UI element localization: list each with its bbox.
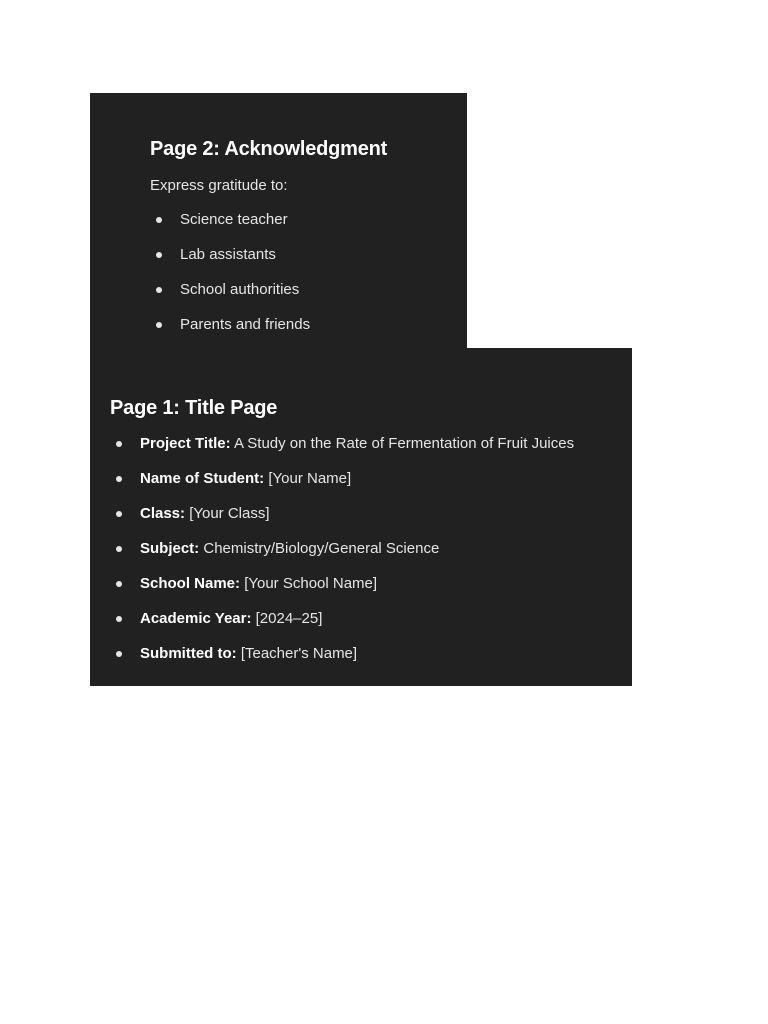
field-value: Chemistry/Biology/General Science xyxy=(203,540,440,557)
field-label: Academic Year: xyxy=(140,610,252,627)
list-item-text: Parents and friends xyxy=(180,316,311,333)
bullet-icon xyxy=(116,581,122,587)
acknowledgment-heading: Page 2: Acknowledgment xyxy=(150,138,388,160)
field-label: Subject: xyxy=(140,540,200,557)
list-item-text: School authorities xyxy=(180,281,300,298)
acknowledgment-list xyxy=(156,209,310,349)
list-item xyxy=(156,244,310,279)
list-item xyxy=(156,314,310,349)
field-value: [Teacher's Name] xyxy=(240,645,358,662)
list-item xyxy=(116,468,574,503)
list-item xyxy=(116,538,574,573)
bullet-icon xyxy=(116,476,122,482)
field-value: [Your Name] xyxy=(268,470,352,487)
field-value: [Your Class] xyxy=(189,505,270,522)
list-item xyxy=(156,209,310,244)
title-page-panel xyxy=(90,348,632,686)
field-label: Name of Student: xyxy=(140,470,265,487)
list-item xyxy=(156,279,310,314)
bullet-icon xyxy=(116,616,122,622)
list-item xyxy=(116,643,574,678)
bullet-icon xyxy=(116,511,122,517)
bullet-icon xyxy=(156,217,162,223)
list-item-text: Lab assistants xyxy=(180,246,276,263)
field-value: [2024–25] xyxy=(255,610,323,627)
bullet-icon xyxy=(156,287,162,293)
list-item xyxy=(116,573,574,608)
title-page-heading: Page 1: Title Page xyxy=(110,397,278,419)
bullet-icon xyxy=(116,441,122,447)
field-value: [Your School Name] xyxy=(244,575,378,592)
bullet-icon xyxy=(156,252,162,258)
list-item xyxy=(116,503,574,538)
title-page-list xyxy=(116,433,574,678)
field-label: Submitted to: xyxy=(140,645,237,662)
list-item-text: Science teacher xyxy=(180,211,288,228)
list-item xyxy=(116,433,574,468)
acknowledgment-intro: Express gratitude to: xyxy=(150,177,288,194)
bullet-icon xyxy=(116,651,122,657)
bullet-icon xyxy=(156,322,162,328)
field-label: Class: xyxy=(140,505,186,522)
bullet-icon xyxy=(116,546,122,552)
list-item xyxy=(116,608,574,643)
acknowledgment-panel xyxy=(90,93,467,349)
field-label: Project Title: xyxy=(140,435,231,452)
field-label: School Name: xyxy=(140,575,241,592)
field-value: A Study on the Rate of Fermentation of Fruit Juices xyxy=(233,435,575,452)
